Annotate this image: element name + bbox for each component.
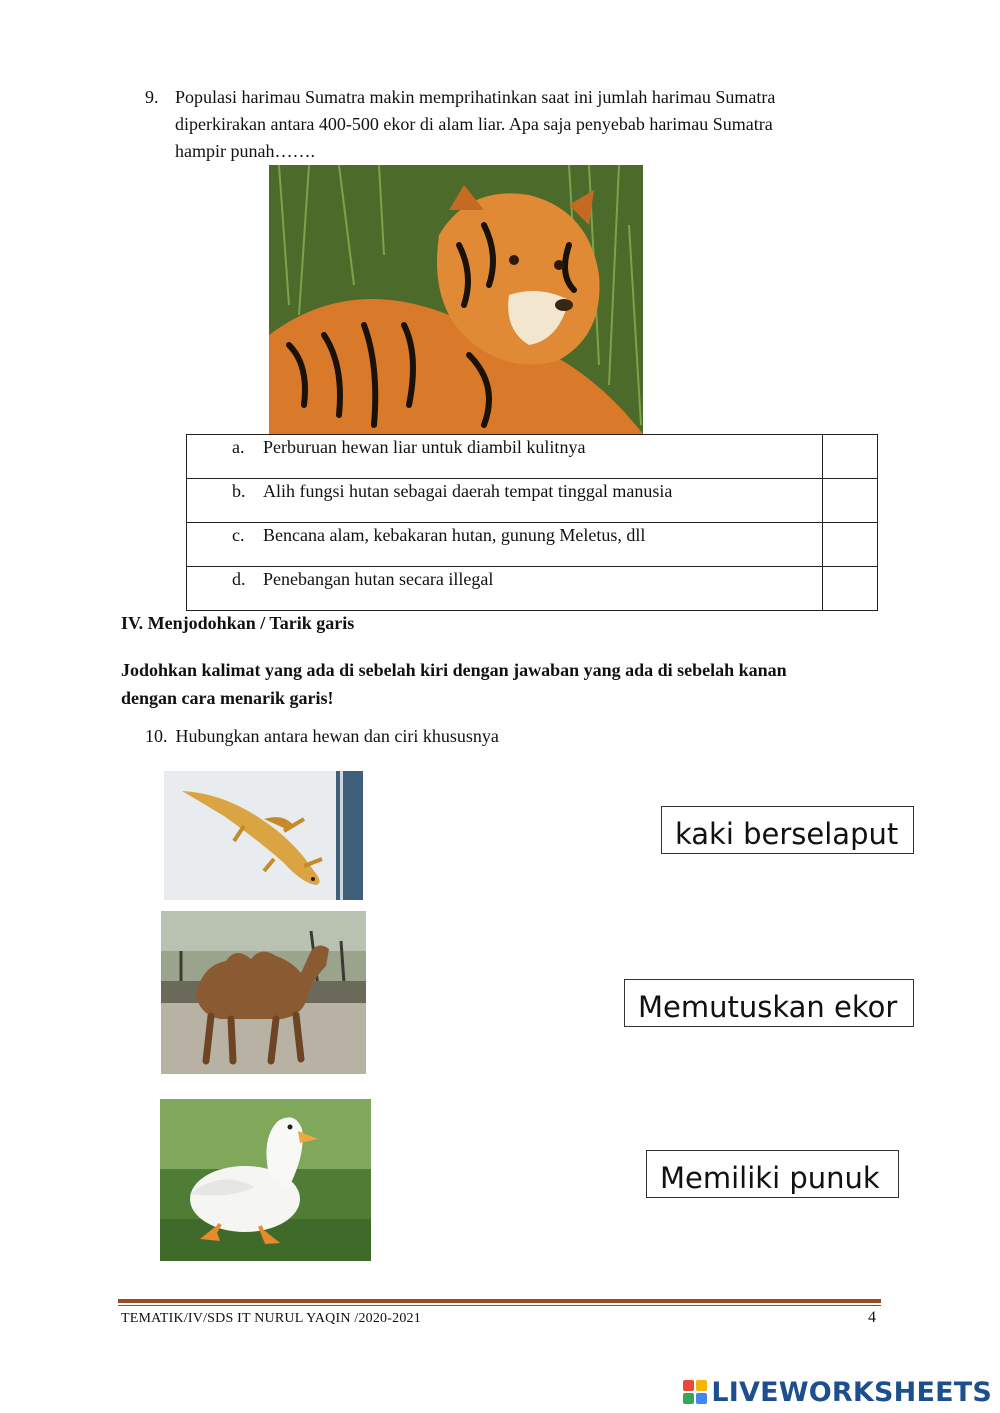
section-4-instruction xyxy=(121,656,881,712)
question-9-line-3: hampir punah……. xyxy=(175,141,315,161)
footer-rule-thin xyxy=(118,1305,881,1306)
option-row xyxy=(187,523,878,567)
option-text: Alih fungsi hutan sebagai daerah tempat tinggal manusia xyxy=(263,481,673,501)
question-10-number: 10. xyxy=(145,726,168,746)
answer-options-table xyxy=(186,434,878,611)
duck-image[interactable] xyxy=(160,1099,371,1261)
question-9-line-1: Populasi harimau Sumatra makin memprihatinkan saat ini jumlah harimau Sumatra xyxy=(175,87,776,107)
instruction-line-2: dengan cara menarik garis! xyxy=(121,688,334,708)
question-9-number: 9. xyxy=(145,87,159,107)
option-letter: d. xyxy=(232,569,246,589)
option-row xyxy=(187,567,878,611)
option-answer-cell[interactable] xyxy=(823,567,878,611)
question-9-text xyxy=(175,84,865,165)
option-text: Penebangan hutan secara illegal xyxy=(263,569,494,589)
section-4-title: IV. Menjodohkan / Tarik garis xyxy=(121,613,355,633)
answer-box-webbed-feet[interactable]: kaki berselaput xyxy=(661,806,914,854)
option-letter: c. xyxy=(232,525,245,545)
answer-box-hump[interactable]: Memiliki punuk xyxy=(646,1150,899,1198)
question-10-text: Hubungkan antara hewan dan ciri khususnya xyxy=(175,726,499,746)
tiger-image xyxy=(269,165,643,434)
answer-box-drop-tail[interactable]: Memutuskan ekor xyxy=(624,979,914,1027)
footer-label: TEMATIK/IV/SDS IT NURUL YAQIN /2020-2021 xyxy=(121,1311,421,1326)
logo-square-yellow xyxy=(696,1380,707,1391)
liveworksheets-logo-icon xyxy=(683,1380,707,1404)
liveworksheets-brand[interactable] xyxy=(683,1374,992,1410)
gecko-image[interactable] xyxy=(164,771,363,900)
question-9-line-2: diperkirakan antara 400-500 ekor di alam liar. Apa saja penyebab harimau Sumatra xyxy=(175,114,773,134)
option-text: Perburuan hewan liar untuk diambil kulitnya xyxy=(263,437,586,457)
logo-square-red xyxy=(683,1380,694,1391)
option-answer-cell[interactable] xyxy=(823,523,878,567)
brand-wordmark: LIVEWORKSHEETS xyxy=(711,1376,992,1408)
page-number: 4 xyxy=(868,1309,876,1326)
option-answer-cell[interactable] xyxy=(823,479,878,523)
footer-rule-thick xyxy=(118,1299,881,1303)
option-answer-cell[interactable] xyxy=(823,435,878,479)
option-row xyxy=(187,435,878,479)
option-letter: b. xyxy=(232,481,246,501)
question-10 xyxy=(145,726,499,747)
option-row xyxy=(187,479,878,523)
camel-image[interactable] xyxy=(161,911,366,1074)
logo-square-blue xyxy=(696,1393,707,1404)
option-text: Bencana alam, kebakaran hutan, gunung Meletus, dll xyxy=(263,525,646,545)
instruction-line-1: Jodohkan kalimat yang ada di sebelah kiri dengan jawaban yang ada di sebelah kanan xyxy=(121,660,787,680)
option-letter: a. xyxy=(232,437,245,457)
logo-square-green xyxy=(683,1393,694,1404)
